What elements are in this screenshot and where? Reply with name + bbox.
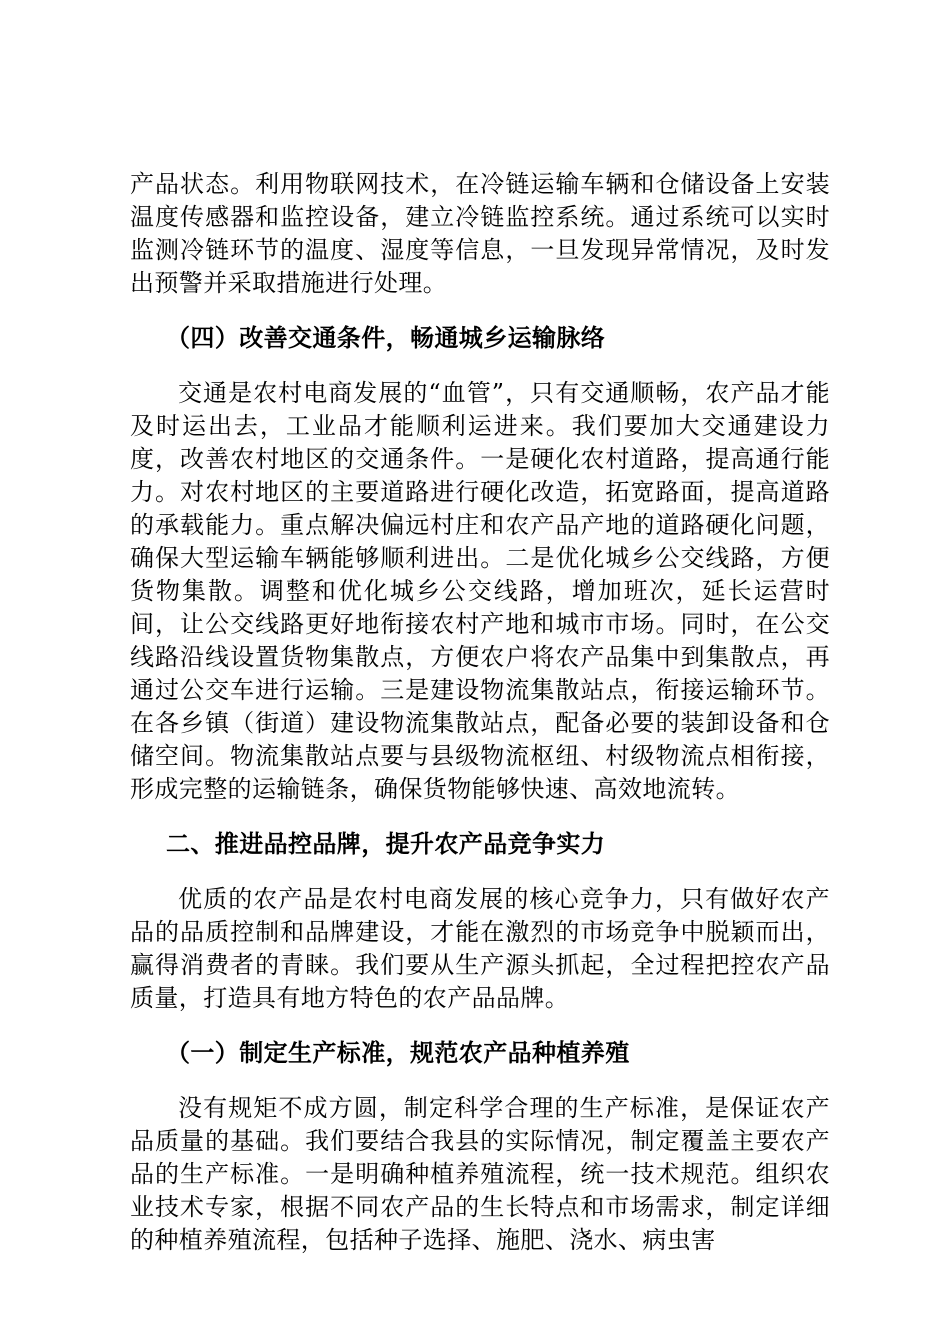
document-page: [130, 168, 830, 1257]
paragraph-cold-chain-continued: 产品状态。利用物联网技术，在冷链运输车辆和仓储设备上安装温度传感器和监控设备，建立冷链监控系统。通过系统可以实时监测冷链环节的温度、湿度等信息，一旦发现异常情况，及时发出预警并采取措施进行处理。: [130, 170, 830, 297]
section-heading-transport: （四）改善交通条件，畅通城乡运输脉络: [166, 324, 606, 352]
paragraph-quality-brand: 优质的农产品是农村电商发展的核心竞争力，只有做好农产品的品质控制和品牌建设，才能在激烈的市场竞争中脱颖而出，赢得消费者的青睐。我们要从生产源头抓起，全过程把控农产品质量，打造具有地方特色的农产品品牌。: [130, 885, 830, 1012]
chapter-heading-quality-brand: 二、推进品控品牌，提升农产品竞争实力: [166, 830, 606, 858]
paragraph-transport: 交通是农村电商发展的“血管”，只有交通顺畅，农产品才能及时运出去，工业品才能顺利运进来。我们要加大交通建设力度，改善农村地区的交通条件。一是硬化农村道路，提高通行能力。对农村地区的主要道路进行硬化改造，拓宽路面，提高道路的承载能力。重点解决偏远村庄和农产品产地的道路硬化问题，确保大型运输车辆能够顺利进出。二是优化城乡公交线路，方便货物集散。调整和优化城乡公交线路，增加班次，延长运营时间，让公交线路更好地衔接农村产地和城市市场。同时，在公交线路沿线设置货物集散点，方便农户将农产品集中到集散点，再通过公交车进行运输。三是建设物流集散站点，衔接运输环节。在各乡镇（街道）建设物流集散站点，配备必要的装卸设备和仓储空间。物流集散站点要与县级物流枢纽、村级物流点相衔接，形成完整的运输链条，确保货物能够快速、高效地流转。: [130, 379, 830, 803]
paragraph-production-standards: 没有规矩不成方圆，制定科学合理的生产标准，是保证农产品质量的基础。我们要结合我县的实际情况，制定覆盖主要农产品的生产标准。一是明确种植养殖流程，统一技术规范。组织农业技术专家，根据不同农产品的生长特点和市场需求，制定详细的种植养殖流程，包括种子选择、施肥、浇水、病虫害: [130, 1094, 830, 1254]
section-heading-production-standards: （一）制定生产标准，规范农产品种植养殖: [166, 1039, 630, 1067]
